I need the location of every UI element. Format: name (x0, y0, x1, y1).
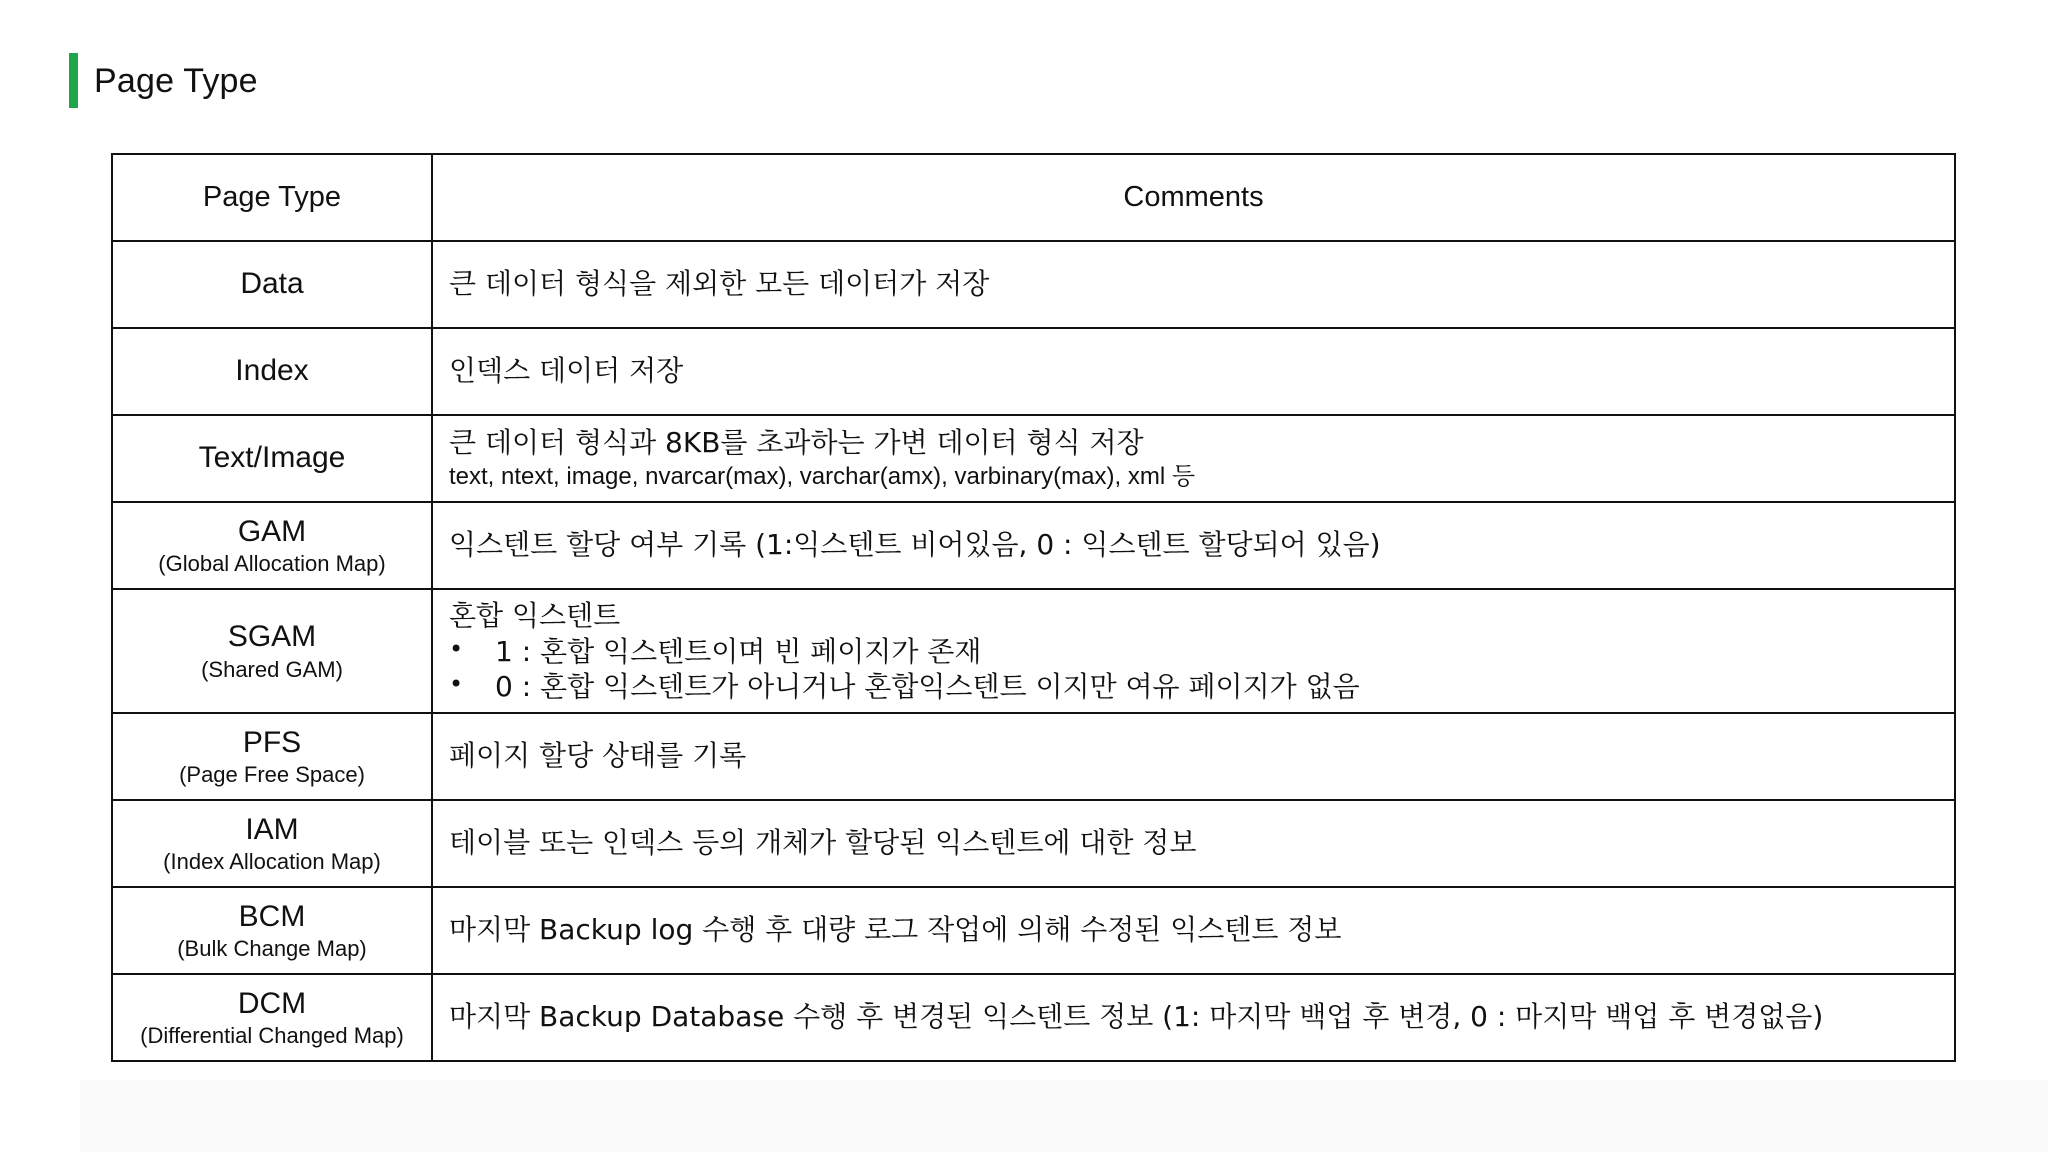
bottom-shade (80, 1080, 2048, 1152)
comment-text-types: text, ntext, image, nvarcar(max), varchar(amx), varbinary(max), xml 등 (449, 463, 1196, 491)
comment-cell (432, 589, 1955, 713)
type-name: SGAM (227, 620, 317, 654)
bullet-icon: • (449, 635, 464, 664)
page-type-table (111, 153, 1956, 1062)
comment-cell (432, 241, 1955, 328)
table-row (112, 887, 1955, 974)
type-subtitle: (Differential Changed Map) (140, 1023, 404, 1049)
header-page-type: Page Type (112, 154, 432, 241)
type-cell (112, 502, 432, 589)
table-row (112, 974, 1955, 1061)
type-subtitle: (Global Allocation Map) (158, 551, 386, 577)
bullet-text: 1 : 혼합 익스텐트이며 빈 페이지가 존재 (495, 635, 982, 669)
comment-text: 마지막 Backup log 수행 후 대량 로그 작업에 의해 수정된 익스텐트 정보 (449, 913, 1342, 947)
type-cell (112, 415, 432, 502)
type-name: Index (235, 354, 309, 388)
comment-cell (432, 713, 1955, 800)
comment-cell (432, 974, 1955, 1061)
comment-text: 익스텐트 할당 여부 기록 (1:익스텐트 비어있음, 0 : 익스텐트 할당되어 있음) (449, 528, 1381, 562)
type-name: IAM (245, 812, 299, 846)
type-name: GAM (237, 514, 307, 548)
type-cell (112, 713, 432, 800)
list-item (449, 634, 1942, 669)
bullet-text: 0 : 혼합 익스텐트가 아니거나 혼합익스텐트 이지만 여유 페이지가 없음 (495, 670, 1360, 704)
title-accent-bar (69, 53, 78, 108)
table-header-row (112, 154, 1955, 241)
table-row (112, 589, 1955, 713)
comment-cell (432, 502, 1955, 589)
comment-text: 인덱스 데이터 저장 (449, 354, 684, 388)
table-row (112, 415, 1955, 502)
comment-title: 혼합 익스텐트 (449, 598, 621, 632)
comment-cell (432, 800, 1955, 887)
comment-text: 마지막 Backup Database 수행 후 변경된 익스텐트 정보 (1: 마지막 백업 후 변경, 0 : 마지막 백업 후 변경없음) (449, 1000, 1824, 1034)
type-cell (112, 328, 432, 415)
comment-text: 페이지 할당 상태를 기록 (449, 739, 747, 773)
bullet-list (449, 634, 1942, 704)
type-cell (112, 800, 432, 887)
comment-cell (432, 415, 1955, 502)
comment-cell (432, 328, 1955, 415)
type-cell (112, 974, 432, 1061)
comment-text: 큰 데이터 형식을 제외한 모든 데이터가 저장 (449, 267, 990, 301)
comment-cell (432, 887, 1955, 974)
table-row (112, 502, 1955, 589)
bullet-icon: • (449, 670, 464, 699)
type-cell (112, 241, 432, 328)
table-row (112, 241, 1955, 328)
type-name: BCM (238, 899, 306, 933)
type-name: Data (240, 267, 304, 301)
table-row (112, 713, 1955, 800)
type-subtitle: (Page Free Space) (179, 762, 365, 788)
header-comments: Comments (432, 154, 1955, 241)
comment-text: 큰 데이터 형식과 8KB를 초과하는 가변 데이터 형식 저장 (449, 425, 1144, 459)
slide-title: Page Type (94, 62, 258, 100)
list-item (449, 669, 1942, 704)
type-cell (112, 887, 432, 974)
type-subtitle: (Shared GAM) (201, 656, 343, 682)
type-name: Text/Image (198, 441, 346, 475)
table-row (112, 328, 1955, 415)
type-subtitle: (Index Allocation Map) (163, 849, 381, 875)
type-name: PFS (242, 725, 302, 759)
type-name: DCM (237, 986, 307, 1020)
type-subtitle: (Bulk Change Map) (177, 936, 367, 962)
type-cell (112, 589, 432, 713)
comment-text: 테이블 또는 인덱스 등의 개체가 할당된 익스텐트에 대한 정보 (449, 826, 1197, 860)
table-row (112, 800, 1955, 887)
